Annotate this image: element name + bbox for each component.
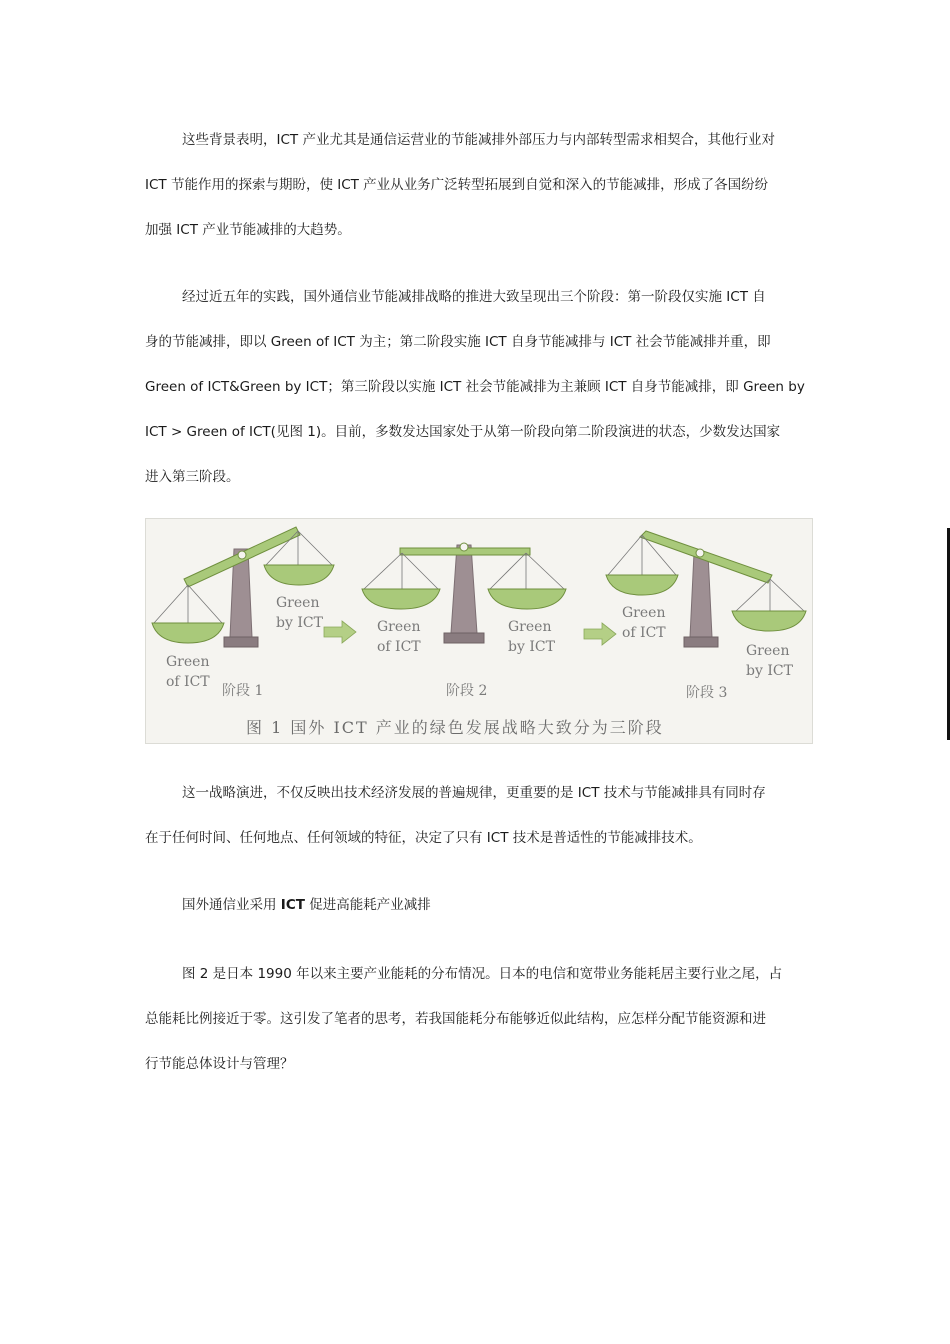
stage-3-pillar (690, 553, 712, 637)
stage-2-pillar (451, 545, 477, 633)
stage-2-left-label-line2: of ICT (377, 639, 421, 655)
stage-2-right-pan (488, 589, 566, 609)
stage-2-base (444, 633, 484, 643)
paragraph-line: 行节能总体设计与管理？ (145, 1056, 294, 1072)
stage-1-left-pan (152, 623, 224, 643)
arrow-right-icon (324, 621, 356, 643)
stage-2-right-label-line1: Green (508, 619, 552, 635)
stage-1-right-pan (264, 565, 334, 585)
paragraph-line: ICT 节能作用的探索与期盼，使 ICT 产业从业务广泛转型拓展到自觉和深入的节能减排，形成了各国纷纷 (145, 177, 769, 193)
figure-1-balance-diagram (145, 518, 813, 744)
stage-3-right-pan (732, 611, 806, 631)
stage-3-right-label-line1: Green (746, 643, 790, 659)
paragraph-line: 在于任何时间、任何地点、任何领域的特征，决定了只有 ICT 技术是普适性的节能减排技术。 (145, 830, 702, 846)
stage-1-left-label-line1: Green (166, 654, 210, 670)
stage-3-left-label-line2: of ICT (622, 625, 666, 641)
paragraph-line: Green of ICT&Green by ICT；第三阶段以实施 ICT 社会节能减排为主兼顾 ICT 自身节能减排，即 Green by (145, 379, 805, 395)
stage-3-right-label-line2: by ICT (746, 663, 793, 679)
figure-caption: 图 1 国外 ICT 产业的绿色发展战略大致分为三阶段 (246, 718, 664, 737)
stage-1-right-label-line2: by ICT (276, 615, 323, 631)
heading-text-after: 促进高能耗产业减排 (304, 897, 431, 913)
stage-2-balance (362, 543, 566, 699)
stage-1-balance (152, 527, 334, 699)
paragraph-line: 这一战略演进，不仅反映出技术经济发展的普遍规律，更重要的是 ICT 技术与节能减排具有同时存 (182, 785, 766, 801)
stage-2-pivot (460, 543, 468, 551)
paragraph-line: 加强 ICT 产业节能减排的大趋势。 (145, 222, 351, 238)
heading-text-bold: ICT (280, 897, 305, 913)
paragraph-line: 经过近五年的实践，国外通信业节能减排战略的推进大致呈现出三个阶段：第一阶段仅实施 ICT 自 (182, 289, 766, 305)
stage-1-pivot (238, 551, 246, 559)
stage-1-base (224, 637, 258, 647)
paragraph-line: 身的节能减排，即以 Green of ICT 为主；第二阶段实施 ICT 自身节能减排与 ICT 社会节能减排并重，即 (145, 334, 771, 350)
stage-3-left-label-line1: Green (622, 605, 666, 621)
arrow-right-icon (584, 623, 616, 645)
paragraph-line: 图 2 是日本 1990 年以来主要产业能耗的分布情况。日本的电信和宽带业务能耗居主要行业之尾，占 (182, 966, 783, 982)
stage-3-left-pan (606, 575, 678, 595)
paragraph-line: ICT > Green of ICT(见图 1)。目前，多数发达国家处于从第一阶段向第二阶段演进的状态，少数发达国家 (145, 424, 781, 440)
paragraph-line: 进入第三阶段。 (145, 469, 240, 485)
stage-1-left-label-line2: of ICT (166, 674, 210, 690)
heading-text-before: 国外通信业采用 (182, 897, 281, 913)
paragraph-line: 这些背景表明，ICT 产业尤其是通信运营业的节能减排外部压力与内部转型需求相契合，其他行业对 (182, 132, 775, 148)
stage-1-right-label-line1: Green (276, 595, 320, 611)
stage-2-label: 阶段 2 (446, 683, 488, 699)
stage-2-left-label-line1: Green (377, 619, 421, 635)
stage-3-pivot (696, 549, 704, 557)
stage-3-balance (606, 531, 806, 701)
stage-2-right-label-line2: by ICT (508, 639, 555, 655)
stage-2-left-pan (362, 589, 440, 609)
paragraph-line: 总能耗比例接近于零。这引发了笔者的思考，若我国能耗分布能够近似此结构，应怎样分配节能资源和进 (145, 1011, 766, 1027)
stage-3-base (684, 637, 718, 647)
stage-3-label: 阶段 3 (686, 685, 728, 701)
stage-1-label: 阶段 1 (222, 683, 264, 699)
